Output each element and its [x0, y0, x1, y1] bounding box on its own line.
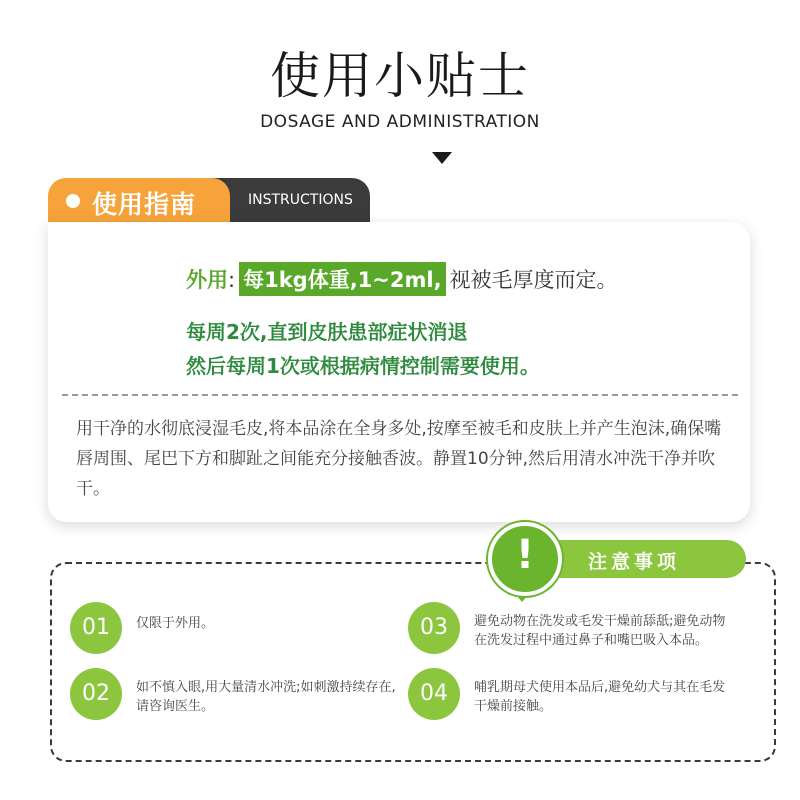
frequency-line-2: 然后每周1次或根据病情控制需要使用。 — [186, 354, 540, 378]
dashed-divider — [62, 394, 738, 396]
page-subtitle: DOSAGE AND ADMINISTRATION — [260, 112, 540, 132]
frequency-line-1: 每周2次,直到皮肤患部症状消退 — [186, 320, 468, 344]
instructions-tab-en-label: INSTRUCTIONS — [248, 192, 353, 208]
dosage-line — [186, 262, 618, 296]
note-text-4: 哺乳期母犬使用本品后,避免幼犬与其在毛发干燥前接触。 — [474, 680, 726, 714]
dot-icon — [66, 194, 80, 208]
notes-box — [50, 562, 776, 762]
note-text-3: 避免动物在洗发或毛发干燥前舔舐;避免动物在洗发过程中通过鼻子和嘴巴吸入本品。 — [474, 614, 726, 648]
note-number-3: 03 — [408, 602, 460, 654]
note-number-1: 01 — [70, 602, 122, 654]
method-paragraph: 用干净的水彻底浸湿毛皮,将本品涂在全身多处,按摩至被毛和皮肤上并产生泡沫,确保嘴唇周围、尾巴下方和脚趾之间能充分接触香波。静置10分钟,然后用清水冲洗干净并吹干。 — [76, 419, 722, 499]
external-use-label: 外用 — [186, 268, 228, 292]
notes-title: 注意事项 — [588, 551, 681, 573]
note-number-4: 04 — [408, 668, 460, 720]
dose-suffix: 视被毛厚度而定。 — [449, 268, 618, 292]
dose-highlight: 每1kg体重,1~2ml, — [239, 262, 445, 296]
note-text-2: 如不慎入眼,用大量清水冲洗;如刺激持续存在,请咨询医生。 — [136, 680, 396, 714]
colon: : — [228, 268, 236, 292]
instructions-tab-label: 使用指南 — [92, 190, 197, 219]
exclamation-icon: ! — [515, 532, 535, 578]
note-number-2: 02 — [70, 668, 122, 720]
down-arrow-icon — [432, 152, 452, 164]
page-title: 使用小贴士 — [270, 47, 530, 105]
note-text-1: 仅限于外用。 — [136, 616, 215, 631]
